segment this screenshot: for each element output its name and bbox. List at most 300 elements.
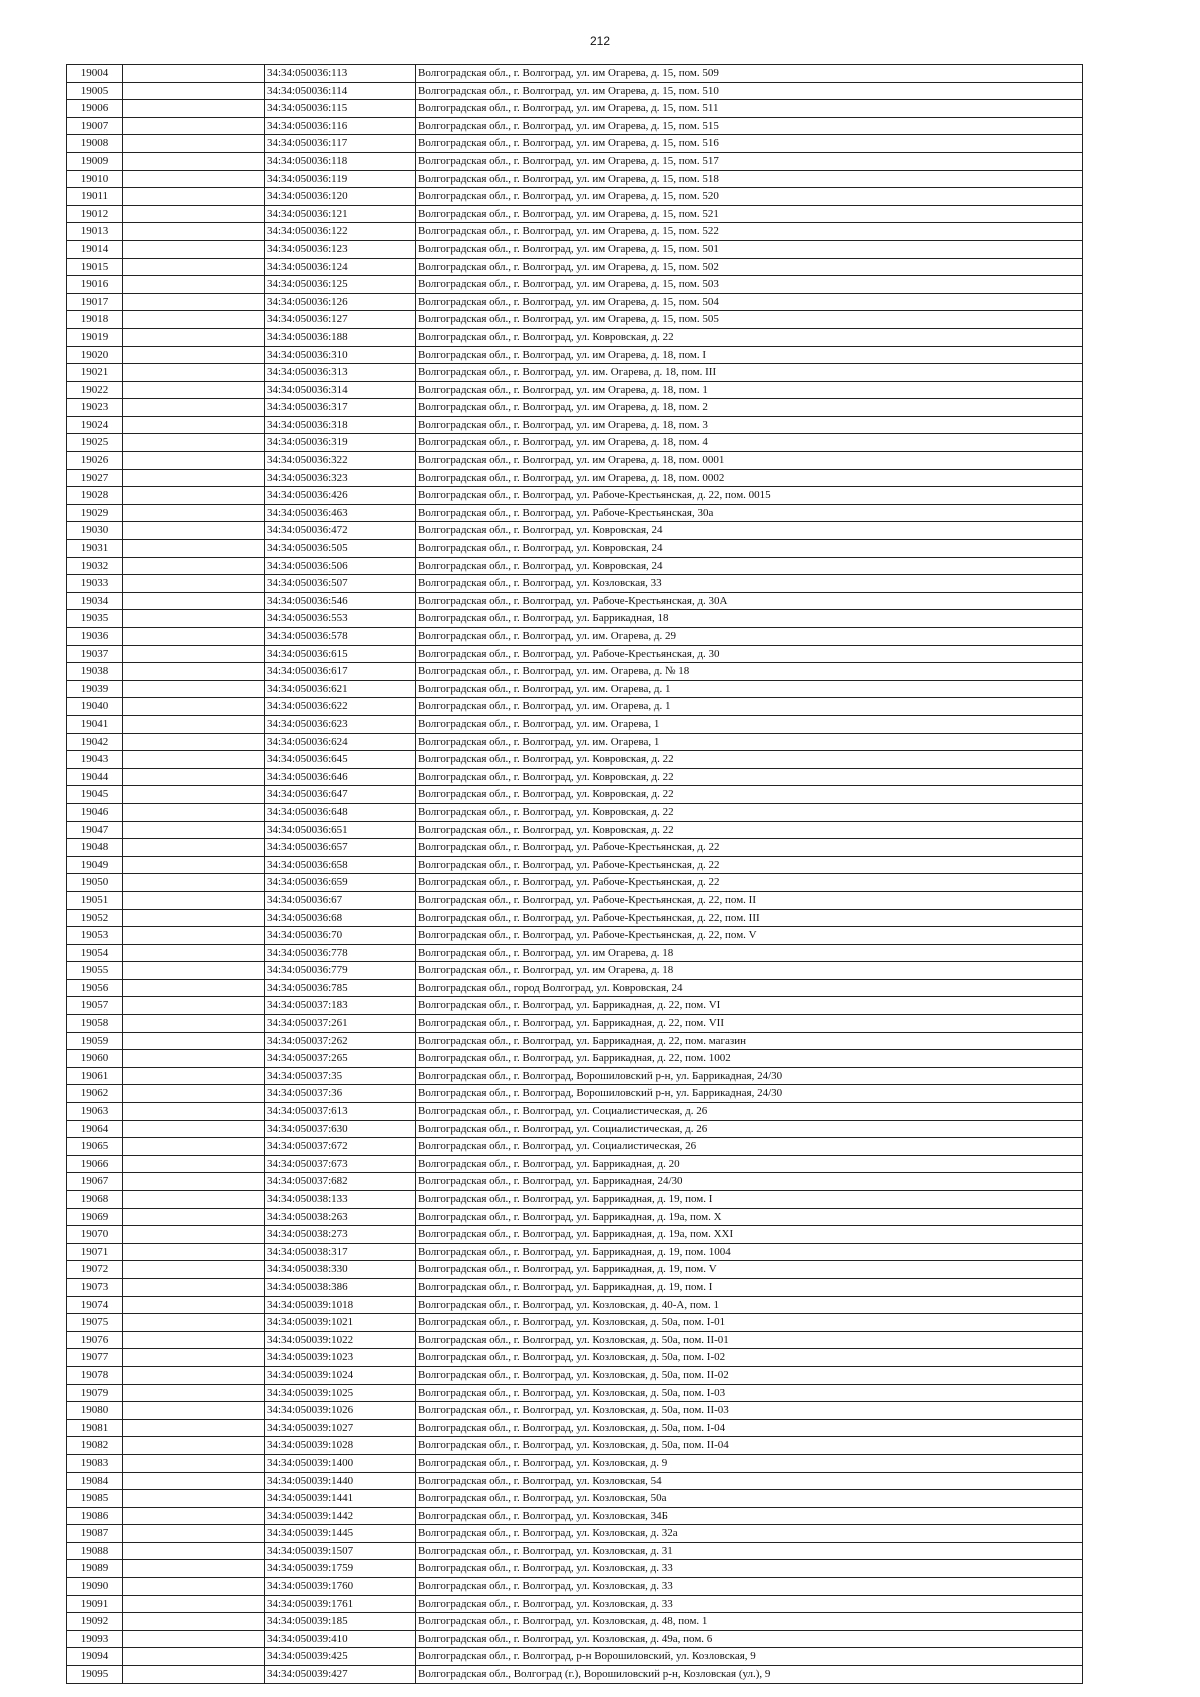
- address-cell: Волгоградская обл., г. Волгоград, ул. Козловская, 34Б: [416, 1507, 1083, 1525]
- empty-cell: [123, 1366, 265, 1384]
- empty-cell: [123, 1067, 265, 1085]
- empty-cell: [123, 1648, 265, 1666]
- empty-cell: [123, 346, 265, 364]
- address-cell: Волгоградская обл., г. Волгоград, ул. им Огарева, д. 15, пом. 520: [416, 188, 1083, 206]
- address-cell: Волгоградская обл., г. Волгоград, ул. им Огарева, д. 18, пом. 0001: [416, 452, 1083, 470]
- table-row: [67, 768, 1083, 786]
- row-number-cell: 19062: [67, 1085, 123, 1103]
- row-number-cell: 19060: [67, 1050, 123, 1068]
- table-row: [67, 434, 1083, 452]
- address-cell: Волгоградская обл., г. Волгоград, ул. им Огарева, д. 15, пом. 522: [416, 223, 1083, 241]
- row-number-cell: 19041: [67, 715, 123, 733]
- empty-cell: [123, 610, 265, 628]
- empty-cell: [123, 1454, 265, 1472]
- row-number-cell: 19028: [67, 487, 123, 505]
- empty-cell: [123, 82, 265, 100]
- table-row: [67, 891, 1083, 909]
- empty-cell: [123, 751, 265, 769]
- address-cell: Волгоградская обл., г. Волгоград, ул. им Огарева, д. 15, пом. 509: [416, 65, 1083, 83]
- cadastral-number-cell: 34:34:050036:647: [265, 786, 416, 804]
- address-cell: Волгоградская обл., г. Волгоград, ул. им Огарева, д. 18, пом. I: [416, 346, 1083, 364]
- table-row: [67, 117, 1083, 135]
- empty-cell: [123, 188, 265, 206]
- cadastral-number-cell: 34:34:050036:658: [265, 856, 416, 874]
- address-cell: Волгоградская обл., г. Волгоград, ул. Ковровская, 24: [416, 557, 1083, 575]
- cadastral-number-cell: 34:34:050038:273: [265, 1226, 416, 1244]
- address-cell: Волгоградская обл., г. Волгоград, ул. Козловская, д. 31: [416, 1542, 1083, 1560]
- row-number-cell: 19033: [67, 575, 123, 593]
- address-cell: Волгоградская обл., г. Волгоград, ул. Козловская, д. 9: [416, 1454, 1083, 1472]
- cadastral-number-cell: 34:34:050039:410: [265, 1630, 416, 1648]
- cadastral-number-cell: 34:34:050036:778: [265, 944, 416, 962]
- table-row: [67, 1595, 1083, 1613]
- cadastral-number-cell: 34:34:050036:126: [265, 293, 416, 311]
- empty-cell: [123, 1542, 265, 1560]
- table-row: [67, 135, 1083, 153]
- address-cell: Волгоградская обл., г. Волгоград, ул. Ковровская, д. 22: [416, 821, 1083, 839]
- cadastral-number-cell: 34:34:050037:673: [265, 1155, 416, 1173]
- empty-cell: [123, 311, 265, 329]
- row-number-cell: 19035: [67, 610, 123, 628]
- cadastral-number-cell: 34:34:050036:314: [265, 381, 416, 399]
- cadastral-number-cell: 34:34:050039:1440: [265, 1472, 416, 1490]
- empty-cell: [123, 1050, 265, 1068]
- row-number-cell: 19025: [67, 434, 123, 452]
- table-row: [67, 909, 1083, 927]
- cadastral-number-cell: 34:34:050036:68: [265, 909, 416, 927]
- cadastral-number-cell: 34:34:050036:507: [265, 575, 416, 593]
- empty-cell: [123, 1613, 265, 1631]
- empty-cell: [123, 1226, 265, 1244]
- cadastral-number-cell: 34:34:050036:463: [265, 504, 416, 522]
- registry-table-body: [67, 65, 1083, 1684]
- address-cell: Волгоградская обл., г. Волгоград, ул. им Огарева, д. 15, пом. 504: [416, 293, 1083, 311]
- row-number-cell: 19007: [67, 117, 123, 135]
- row-number-cell: 19044: [67, 768, 123, 786]
- address-cell: Волгоградская обл., г. Волгоград, ул. им Огарева, д. 15, пом. 518: [416, 170, 1083, 188]
- table-row: [67, 276, 1083, 294]
- table-row: [67, 364, 1083, 382]
- empty-cell: [123, 65, 265, 83]
- empty-cell: [123, 768, 265, 786]
- address-cell: Волгоградская обл., г. Волгоград, Ворошиловский р-н, ул. Баррикадная, 24/30: [416, 1067, 1083, 1085]
- table-row: [67, 874, 1083, 892]
- page-number: 212: [589, 34, 611, 48]
- address-cell: Волгоградская обл., г. Волгоград, ул. Социалистическая, 26: [416, 1138, 1083, 1156]
- empty-cell: [123, 733, 265, 751]
- cadastral-number-cell: 34:34:050039:1023: [265, 1349, 416, 1367]
- row-number-cell: 19094: [67, 1648, 123, 1666]
- address-cell: Волгоградская обл., г. Волгоград, ул. Козловская, д. 50а, пом. I-04: [416, 1419, 1083, 1437]
- empty-cell: [123, 1578, 265, 1596]
- table-row: [67, 1120, 1083, 1138]
- row-number-cell: 19067: [67, 1173, 123, 1191]
- row-number-cell: 19081: [67, 1419, 123, 1437]
- empty-cell: [123, 645, 265, 663]
- table-row: [67, 715, 1083, 733]
- row-number-cell: 19059: [67, 1032, 123, 1050]
- address-cell: Волгоградская обл., г. Волгоград, ул. им Огарева, д. 18, пом. 2: [416, 399, 1083, 417]
- cadastral-number-cell: 34:34:050036:648: [265, 803, 416, 821]
- row-number-cell: 19026: [67, 452, 123, 470]
- row-number-cell: 19036: [67, 628, 123, 646]
- row-number-cell: 19089: [67, 1560, 123, 1578]
- address-cell: Волгоградская обл., г. Волгоград, ул. им Огарева, д. 18, пом. 3: [416, 416, 1083, 434]
- address-cell: Волгоградская обл., г. Волгоград, ул. Козловская, 33: [416, 575, 1083, 593]
- empty-cell: [123, 170, 265, 188]
- row-number-cell: 19076: [67, 1331, 123, 1349]
- table-row: [67, 1155, 1083, 1173]
- row-number-cell: 19032: [67, 557, 123, 575]
- cadastral-number-cell: 34:34:050036:624: [265, 733, 416, 751]
- row-number-cell: 19008: [67, 135, 123, 153]
- table-row: [67, 1437, 1083, 1455]
- address-cell: Волгоградская обл., г. Волгоград, ул. им Огарева, д. 15, пом. 511: [416, 100, 1083, 118]
- cadastral-number-cell: 34:34:050036:546: [265, 592, 416, 610]
- empty-cell: [123, 328, 265, 346]
- table-row: [67, 1490, 1083, 1508]
- cadastral-number-cell: 34:34:050036:319: [265, 434, 416, 452]
- address-cell: Волгоградская обл., г. Волгоград, ул. Рабоче-Крестьянская, д. 22: [416, 839, 1083, 857]
- table-row: [67, 1472, 1083, 1490]
- table-row: [67, 469, 1083, 487]
- table-row: [67, 1085, 1083, 1103]
- table-row: [67, 205, 1083, 223]
- cadastral-number-cell: 34:34:050036:615: [265, 645, 416, 663]
- table-row: [67, 504, 1083, 522]
- cadastral-number-cell: 34:34:050039:1441: [265, 1490, 416, 1508]
- row-number-cell: 19088: [67, 1542, 123, 1560]
- cadastral-number-cell: 34:34:050037:630: [265, 1120, 416, 1138]
- table-row: [67, 962, 1083, 980]
- table-row: [67, 786, 1083, 804]
- table-row: [67, 1173, 1083, 1191]
- empty-cell: [123, 1560, 265, 1578]
- table-row: [67, 223, 1083, 241]
- row-number-cell: 19048: [67, 839, 123, 857]
- row-number-cell: 19053: [67, 927, 123, 945]
- empty-cell: [123, 1120, 265, 1138]
- empty-cell: [123, 434, 265, 452]
- cadastral-number-cell: 34:34:050036:657: [265, 839, 416, 857]
- cadastral-number-cell: 34:34:050036:318: [265, 416, 416, 434]
- cadastral-number-cell: 34:34:050039:1028: [265, 1437, 416, 1455]
- table-row: [67, 1032, 1083, 1050]
- address-cell: Волгоградская обл., г. Волгоград, ул. Козловская, д. 33: [416, 1578, 1083, 1596]
- table-row: [67, 258, 1083, 276]
- row-number-cell: 19057: [67, 997, 123, 1015]
- empty-cell: [123, 276, 265, 294]
- row-number-cell: 19073: [67, 1278, 123, 1296]
- table-row: [67, 1050, 1083, 1068]
- row-number-cell: 19079: [67, 1384, 123, 1402]
- cadastral-number-cell: 34:34:050036:623: [265, 715, 416, 733]
- address-cell: Волгоградская обл., г. Волгоград, ул. Козловская, 50а: [416, 1490, 1083, 1508]
- cadastral-number-cell: 34:34:050039:185: [265, 1613, 416, 1631]
- table-row: [67, 1542, 1083, 1560]
- address-cell: Волгоградская обл., г. Волгоград, ул. им Огарева, д. 15, пом. 502: [416, 258, 1083, 276]
- table-row: [67, 1613, 1083, 1631]
- address-cell: Волгоградская обл., г. Волгоград, ул. Рабоче-Крестьянская, д. 30А: [416, 592, 1083, 610]
- table-row: [67, 1296, 1083, 1314]
- table-row: [67, 751, 1083, 769]
- cadastral-number-cell: 34:34:050036:120: [265, 188, 416, 206]
- row-number-cell: 19030: [67, 522, 123, 540]
- cadastral-number-cell: 34:34:050039:1026: [265, 1402, 416, 1420]
- address-cell: Волгоградская обл., г. Волгоград, ул. Козловская, д. 50а, пом. II-03: [416, 1402, 1083, 1420]
- cadastral-number-cell: 34:34:050036:113: [265, 65, 416, 83]
- table-row: [67, 628, 1083, 646]
- cadastral-number-cell: 34:34:050036:67: [265, 891, 416, 909]
- empty-cell: [123, 927, 265, 945]
- empty-cell: [123, 909, 265, 927]
- row-number-cell: 19095: [67, 1666, 123, 1684]
- empty-cell: [123, 1015, 265, 1033]
- empty-cell: [123, 117, 265, 135]
- table-row: [67, 1226, 1083, 1244]
- cadastral-number-cell: 34:34:050036:124: [265, 258, 416, 276]
- cadastral-number-cell: 34:34:050036:118: [265, 152, 416, 170]
- address-cell: Волгоградская обл., г. Волгоград, ул. Козловская, д. 48, пом. 1: [416, 1613, 1083, 1631]
- row-number-cell: 19091: [67, 1595, 123, 1613]
- address-cell: Волгоградская обл., г. Волгоград, ул. им. Огарева, д. № 18: [416, 663, 1083, 681]
- empty-cell: [123, 680, 265, 698]
- cadastral-number-cell: 34:34:050037:613: [265, 1103, 416, 1121]
- address-cell: Волгоградская обл., г. Волгоград, ул. Ковровская, д. 22: [416, 786, 1083, 804]
- row-number-cell: 19037: [67, 645, 123, 663]
- table-row: [67, 680, 1083, 698]
- row-number-cell: 19071: [67, 1243, 123, 1261]
- address-cell: Волгоградская обл., г. Волгоград, ул. им Огарева, д. 18, пом. 1: [416, 381, 1083, 399]
- row-number-cell: 19039: [67, 680, 123, 698]
- cadastral-number-cell: 34:34:050037:682: [265, 1173, 416, 1191]
- table-row: [67, 1067, 1083, 1085]
- cadastral-number-cell: 34:34:050039:1760: [265, 1578, 416, 1596]
- row-number-cell: 19010: [67, 170, 123, 188]
- address-cell: Волгоградская обл., г. Волгоград, ул. им. Огарева, 1: [416, 733, 1083, 751]
- row-number-cell: 19080: [67, 1402, 123, 1420]
- row-number-cell: 19005: [67, 82, 123, 100]
- row-number-cell: 19004: [67, 65, 123, 83]
- row-number-cell: 19043: [67, 751, 123, 769]
- address-cell: Волгоградская обл., г. Волгоград, ул. Социалистическая, д. 26: [416, 1103, 1083, 1121]
- table-row: [67, 1314, 1083, 1332]
- address-cell: Волгоградская обл., г. Волгоград, ул. Баррикадная, д. 22, пом. VI: [416, 997, 1083, 1015]
- address-cell: Волгоградская обл., г. Волгоград, ул. Рабоче-Крестьянская, 30а: [416, 504, 1083, 522]
- empty-cell: [123, 874, 265, 892]
- empty-cell: [123, 786, 265, 804]
- empty-cell: [123, 399, 265, 417]
- empty-cell: [123, 1666, 265, 1684]
- address-cell: Волгоградская обл., г. Волгоград, ул. Козловская, д. 50а, пом. II-01: [416, 1331, 1083, 1349]
- row-number-cell: 19016: [67, 276, 123, 294]
- cadastral-number-cell: 34:34:050036:506: [265, 557, 416, 575]
- address-cell: Волгоградская обл., г. Волгоград, ул. им Огарева, д. 15, пом. 517: [416, 152, 1083, 170]
- address-cell: Волгоградская обл., г. Волгоград, ул. Ковровская, д. 22: [416, 751, 1083, 769]
- table-row: [67, 152, 1083, 170]
- address-cell: Волгоградская обл., г. Волгоград, ул. им. Огарева, д. 29: [416, 628, 1083, 646]
- cadastral-number-cell: 34:34:050037:265: [265, 1050, 416, 1068]
- address-cell: Волгоградская обл., г. Волгоград, ул. Рабоче-Крестьянская, д. 30: [416, 645, 1083, 663]
- address-cell: Волгоградская обл., г. Волгоград, ул. Рабоче-Крестьянская, д. 22: [416, 874, 1083, 892]
- cadastral-number-cell: 34:34:050036:317: [265, 399, 416, 417]
- table-row: [67, 1015, 1083, 1033]
- empty-cell: [123, 575, 265, 593]
- empty-cell: [123, 258, 265, 276]
- cadastral-number-cell: 34:34:050039:1761: [265, 1595, 416, 1613]
- cadastral-number-cell: 34:34:050036:310: [265, 346, 416, 364]
- address-cell: Волгоградская обл., г. Волгоград, ул. Баррикадная, д. 19, пом. I: [416, 1191, 1083, 1209]
- table-row: [67, 856, 1083, 874]
- cadastral-number-cell: 34:34:050036:779: [265, 962, 416, 980]
- table-row: [67, 1507, 1083, 1525]
- row-number-cell: 19011: [67, 188, 123, 206]
- empty-cell: [123, 1208, 265, 1226]
- table-row: [67, 82, 1083, 100]
- empty-cell: [123, 364, 265, 382]
- table-row: [67, 1243, 1083, 1261]
- table-row: [67, 293, 1083, 311]
- empty-cell: [123, 663, 265, 681]
- row-number-cell: 19015: [67, 258, 123, 276]
- address-cell: Волгоградская обл., Волгоград (г.), Ворошиловский р-н, Козловская (ул.), 9: [416, 1666, 1083, 1684]
- table-row: [67, 610, 1083, 628]
- empty-cell: [123, 557, 265, 575]
- row-number-cell: 19056: [67, 979, 123, 997]
- cadastral-number-cell: 34:34:050036:426: [265, 487, 416, 505]
- row-number-cell: 19006: [67, 100, 123, 118]
- row-number-cell: 19050: [67, 874, 123, 892]
- cadastral-number-cell: 34:34:050038:317: [265, 1243, 416, 1261]
- table-row: [67, 1419, 1083, 1437]
- table-row: [67, 65, 1083, 83]
- cadastral-number-cell: 34:34:050038:263: [265, 1208, 416, 1226]
- table-row: [67, 557, 1083, 575]
- address-cell: Волгоградская обл., г. Волгоград, ул. Козловская, д. 50а, пом. II-02: [416, 1366, 1083, 1384]
- row-number-cell: 19047: [67, 821, 123, 839]
- cadastral-number-cell: 34:34:050036:115: [265, 100, 416, 118]
- address-cell: Волгоградская обл., г. Волгоград, ул. Козловская, д. 33: [416, 1595, 1083, 1613]
- table-row: [67, 452, 1083, 470]
- address-cell: Волгоградская обл., г. Волгоград, ул. им. Огарева, д. 1: [416, 698, 1083, 716]
- row-number-cell: 19012: [67, 205, 123, 223]
- row-number-cell: 19086: [67, 1507, 123, 1525]
- row-number-cell: 19017: [67, 293, 123, 311]
- table-row: [67, 1384, 1083, 1402]
- empty-cell: [123, 1525, 265, 1543]
- row-number-cell: 19018: [67, 311, 123, 329]
- table-row: [67, 1454, 1083, 1472]
- row-number-cell: 19055: [67, 962, 123, 980]
- address-cell: Волгоградская обл., г. Волгоград, ул. Баррикадная, 24/30: [416, 1173, 1083, 1191]
- row-number-cell: 19038: [67, 663, 123, 681]
- address-cell: Волгоградская обл., г. Волгоград, ул. им Огарева, д. 15, пом. 501: [416, 240, 1083, 258]
- cadastral-number-cell: 34:34:050037:35: [265, 1067, 416, 1085]
- empty-cell: [123, 240, 265, 258]
- table-row: [67, 1208, 1083, 1226]
- cadastral-number-cell: 34:34:050036:651: [265, 821, 416, 839]
- cadastral-number-cell: 34:34:050039:1507: [265, 1542, 416, 1560]
- table-row: [67, 311, 1083, 329]
- address-cell: Волгоградская обл., г. Волгоград, ул. им Огарева, д. 18: [416, 944, 1083, 962]
- table-row: [67, 487, 1083, 505]
- address-cell: Волгоградская обл., г. Волгоград, ул. Баррикадная, д. 22, пом. 1002: [416, 1050, 1083, 1068]
- empty-cell: [123, 1331, 265, 1349]
- empty-cell: [123, 469, 265, 487]
- empty-cell: [123, 1314, 265, 1332]
- address-cell: Волгоградская обл., г. Волгоград, ул. им Огарева, д. 15, пом. 521: [416, 205, 1083, 223]
- address-cell: Волгоградская обл., г. Волгоград, ул. Ковровская, д. 22: [416, 803, 1083, 821]
- table-row: [67, 997, 1083, 1015]
- address-cell: Волгоградская обл., г. Волгоград, ул. им. Огарева, д. 1: [416, 680, 1083, 698]
- cadastral-number-cell: 34:34:050039:1024: [265, 1366, 416, 1384]
- row-number-cell: 19051: [67, 891, 123, 909]
- empty-cell: [123, 628, 265, 646]
- cadastral-number-cell: 34:34:050036:505: [265, 540, 416, 558]
- table-row: [67, 803, 1083, 821]
- row-number-cell: 19045: [67, 786, 123, 804]
- row-number-cell: 19092: [67, 1613, 123, 1631]
- address-cell: Волгоградская обл., г. Волгоград, ул. Ковровская, 24: [416, 522, 1083, 540]
- empty-cell: [123, 803, 265, 821]
- table-row: [67, 575, 1083, 593]
- empty-cell: [123, 1032, 265, 1050]
- address-cell: Волгоградская обл., г. Волгоград, ул. Баррикадная, д. 22, пом. VII: [416, 1015, 1083, 1033]
- table-row: [67, 1666, 1083, 1684]
- empty-cell: [123, 381, 265, 399]
- empty-cell: [123, 540, 265, 558]
- row-number-cell: 19046: [67, 803, 123, 821]
- cadastral-number-cell: 34:34:050036:322: [265, 452, 416, 470]
- row-number-cell: 19074: [67, 1296, 123, 1314]
- table-row: [67, 1366, 1083, 1384]
- address-cell: Волгоградская обл., г. Волгоград, ул. Ковровская, д. 22: [416, 768, 1083, 786]
- empty-cell: [123, 1630, 265, 1648]
- cadastral-number-cell: 34:34:050036:121: [265, 205, 416, 223]
- address-cell: Волгоградская обл., г. Волгоград, ул. Ковровская, 24: [416, 540, 1083, 558]
- address-cell: Волгоградская обл., г. Волгоград, ул. им Огарева, д. 18, пом. 4: [416, 434, 1083, 452]
- cadastral-number-cell: 34:34:050036:472: [265, 522, 416, 540]
- address-cell: Волгоградская обл., г. Волгоград, ул. Козловская, д. 32а: [416, 1525, 1083, 1543]
- cadastral-number-cell: 34:34:050036:617: [265, 663, 416, 681]
- table-row: [67, 979, 1083, 997]
- empty-cell: [123, 1173, 265, 1191]
- cadastral-number-cell: 34:34:050036:622: [265, 698, 416, 716]
- row-number-cell: 19078: [67, 1366, 123, 1384]
- empty-cell: [123, 698, 265, 716]
- empty-cell: [123, 1243, 265, 1261]
- empty-cell: [123, 1595, 265, 1613]
- table-row: [67, 416, 1083, 434]
- address-cell: Волгоградская обл., г. Волгоград, ул. Баррикадная, 18: [416, 610, 1083, 628]
- empty-cell: [123, 205, 265, 223]
- cadastral-number-cell: 34:34:050038:330: [265, 1261, 416, 1279]
- empty-cell: [123, 452, 265, 470]
- row-number-cell: 19068: [67, 1191, 123, 1209]
- table-row: [67, 1138, 1083, 1156]
- address-cell: Волгоградская обл., г. Волгоград, ул. Козловская, д. 50а, пом. I-03: [416, 1384, 1083, 1402]
- cadastral-number-cell: 34:34:050036:621: [265, 680, 416, 698]
- cadastral-number-cell: 34:34:050039:1018: [265, 1296, 416, 1314]
- row-number-cell: 19049: [67, 856, 123, 874]
- empty-cell: [123, 979, 265, 997]
- address-cell: Волгоградская обл., г. Волгоград, ул. Козловская, д. 50а, пом. I-02: [416, 1349, 1083, 1367]
- row-number-cell: 19052: [67, 909, 123, 927]
- cadastral-number-cell: 34:34:050036:114: [265, 82, 416, 100]
- table-row: [67, 698, 1083, 716]
- address-cell: Волгоградская обл., г. Волгоград, ул. им Огарева, д. 15, пом. 510: [416, 82, 1083, 100]
- empty-cell: [123, 1278, 265, 1296]
